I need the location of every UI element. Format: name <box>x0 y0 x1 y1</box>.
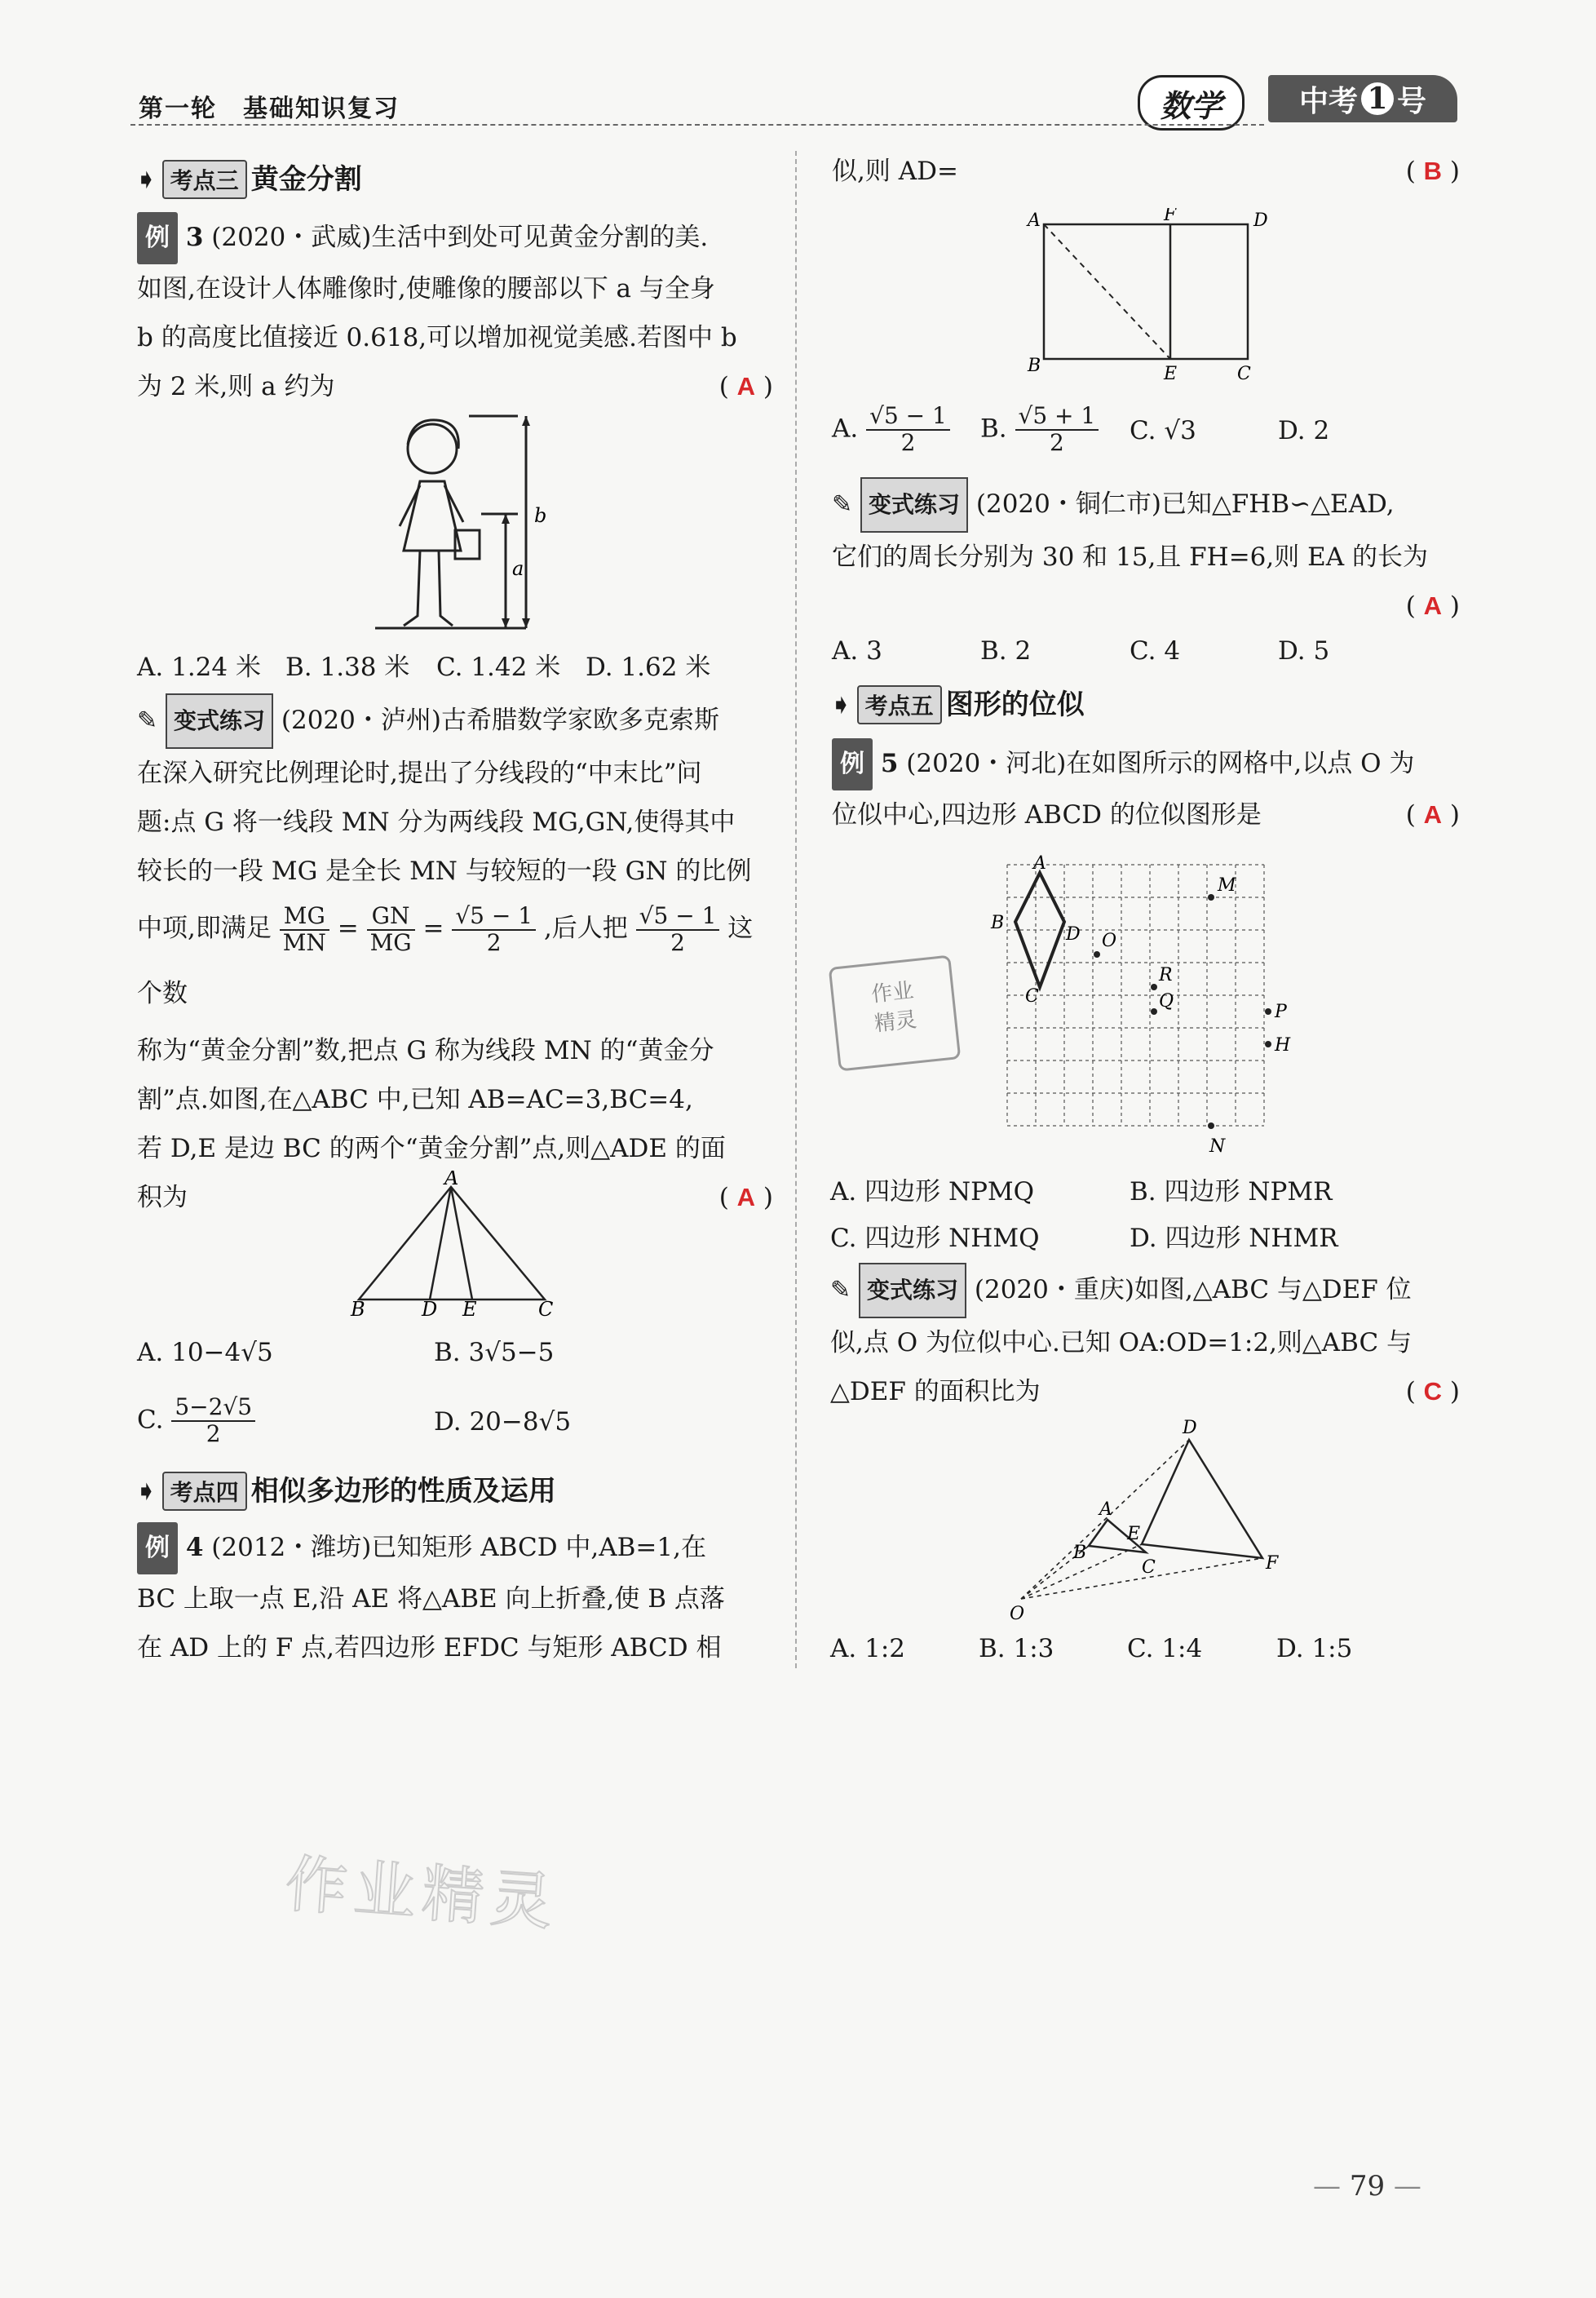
pencil-icon: ✎ <box>137 706 158 735</box>
choice-d: D. 四边形 NHMR <box>1130 1224 1338 1253</box>
section-arrow-icon: ➧ <box>135 163 158 196</box>
practice-2-line-2: 它们的周长分别为 30 和 15,且 FH=6,则 EA 的长为 <box>832 542 1428 572</box>
choice-b: B. $\frac{√5 + 1}{2}$ <box>980 404 1099 456</box>
example-3-line-1: (2020・武威)生活中到处可见黄金分割的美. <box>211 223 709 252</box>
label-C: C <box>1025 986 1039 1007</box>
label-E: E <box>1127 1524 1141 1544</box>
practice-2-line-1: (2020・铜仁市)已知△FHB∽△EAD, <box>975 489 1395 519</box>
section-5-heading <box>829 682 1085 724</box>
answer-text: C <box>1423 1377 1443 1406</box>
label-O: O <box>1010 1604 1025 1623</box>
triangle-figure <box>347 1171 559 1317</box>
formula-prefix: 中项,即满足 <box>137 914 272 943</box>
label-F: F <box>1164 208 1177 225</box>
label-C: C <box>1237 364 1251 384</box>
choice-a: A. 四边形 NPMQ <box>830 1177 1035 1207</box>
choice-d: D. 5 <box>1278 636 1330 666</box>
label-B: B <box>351 1298 365 1317</box>
section-4-title: 相似多边形的性质及运用 <box>250 1476 556 1507</box>
answer-text: B <box>1423 157 1443 185</box>
practice-3-line-3: △DEF 的面积比为 <box>830 1377 1041 1406</box>
practice-1-formula-line <box>137 896 773 1026</box>
brand-number: 1 <box>1361 82 1394 115</box>
label-D: D <box>1253 210 1268 231</box>
statue-figure <box>359 412 563 636</box>
label-A: A <box>1099 1499 1112 1520</box>
example-4-continued <box>832 147 1460 196</box>
choice-c: C. 1:4 <box>1127 1634 1203 1663</box>
choice-a: A. 1.24 米 <box>137 653 261 682</box>
label-B: B <box>991 913 1005 933</box>
example-number: 4 <box>185 1533 204 1562</box>
label-D: D <box>422 1298 438 1317</box>
choice-d: D. 2 <box>1278 416 1330 445</box>
answer-slot: ( A ) <box>1405 591 1460 621</box>
label-M: M <box>1218 875 1236 896</box>
answer-text: A <box>1423 800 1443 829</box>
label-C: C <box>538 1298 554 1317</box>
section-3-title: 黄金分割 <box>250 164 362 195</box>
example-4-line-1: (2012・潍坊)已知矩形 ABCD 中,AB=1,在 <box>211 1533 706 1562</box>
example-3-line-3: b 的高度比值接近 0.618,可以增加视觉美感.若图中 b <box>137 323 737 352</box>
example-3 <box>137 212 773 411</box>
watermark: 作业精灵 <box>282 1847 562 1939</box>
example-badge: 例 <box>137 1522 178 1574</box>
answer-text: A <box>1423 591 1443 620</box>
example-5 <box>832 738 1460 839</box>
choice-c: C. √3 <box>1130 416 1196 445</box>
example-4-line-4: 似,则 AD= <box>832 157 958 186</box>
choice-b: B. 1.38 米 <box>285 653 410 682</box>
practice-1-line-8: 积为 <box>137 1183 188 1212</box>
example-3-line-2: 如图,在设计人体雕像时,使雕像的腰部以下 a 与全身 <box>137 274 715 303</box>
pencil-icon: ✎ <box>832 490 853 519</box>
brand-badge <box>1268 75 1457 122</box>
practice-1-line-6: 割”点.如图,在△ABC 中,已知 AB=AC=3,BC=4, <box>137 1085 693 1114</box>
answer-text: A <box>736 372 756 401</box>
practice-1-line-2: 在深入研究比例理论时,提出了分线段的“中末比”问 <box>137 759 702 788</box>
choice-a: A. $\frac{√5 - 1}{2}$ <box>832 404 950 456</box>
section-3-heading <box>135 157 362 199</box>
example-4-line-2: BC 上取一点 E,沿 AE 将△ABE 向上折叠,使 B 点落 <box>137 1584 725 1614</box>
label-a: a <box>512 557 524 580</box>
choice-a: A. 3 <box>832 636 882 666</box>
label-N: N <box>1209 1136 1226 1157</box>
example-3-line-4: 为 2 米,则 a 约为 <box>137 372 335 401</box>
pencil-icon: ✎ <box>830 1276 851 1304</box>
practice-1-line-7: 若 D,E 是边 BC 的两个“黄金分割”点,则△ADE 的面 <box>137 1134 726 1163</box>
section-5-tag: 考点五 <box>857 685 942 724</box>
label-b: b <box>534 504 547 527</box>
fraction-golden: $\frac{√5 - 1}{2}$ <box>452 904 536 956</box>
answer-slot: ( B ) <box>1405 157 1460 186</box>
choice-b: B. 1:3 <box>979 1634 1054 1663</box>
formula-infix: ,后人把 <box>543 914 628 943</box>
example-4-line-3: 在 AD 上的 F 点,若四边形 EFDC 与矩形 ABCD 相 <box>137 1633 722 1663</box>
brand-prefix: 中考 <box>1298 83 1358 118</box>
label-R: R <box>1159 965 1173 985</box>
practice-1-line-5: 称为“黄金分割”数,把点 G 称为线段 MN 的“黄金分 <box>137 1036 714 1065</box>
answer-slot: ( A ) <box>1405 800 1460 830</box>
label-A: A <box>444 1171 459 1189</box>
practice-3-line-2: 似,点 O 为位似中心.已知 OA:OD=1:2,则△ABC 与 <box>830 1328 1413 1357</box>
practice-tag: 变式练习 <box>860 477 968 533</box>
equals: = <box>422 914 444 943</box>
fraction-golden-2: $\frac{√5 - 1}{2}$ <box>636 904 720 956</box>
practice-tag: 变式练习 <box>166 693 273 749</box>
answer-slot: ( A ) <box>718 1183 773 1212</box>
choice-c: C. 1.42 米 <box>436 653 561 682</box>
header-section-title: 第一轮 基础知识复习 <box>139 95 400 123</box>
label-O: O <box>1102 931 1117 951</box>
choice-a: A. 10−4√5 <box>137 1338 273 1367</box>
choice-d: D. 1:5 <box>1276 1634 1353 1663</box>
section-3-tag: 考点三 <box>162 160 247 199</box>
formula-suffix: 这个数 <box>137 914 754 1008</box>
fraction-gn-mg: $\frac{GN}{MG}$ <box>367 904 415 956</box>
label-D: D <box>1183 1418 1197 1438</box>
page-number: — 79 — <box>1313 2170 1421 2203</box>
choice-d: D. 1.62 米 <box>586 653 711 682</box>
practice-1-line-4: 较长的一段 MG 是全长 MN 与较短的一段 GN 的比例 <box>137 857 752 886</box>
label-P: P <box>1275 1002 1287 1022</box>
example-5-line-1: (2020・河北)在如图所示的网格中,以点 O 为 <box>906 749 1415 778</box>
label-E: E <box>1164 364 1178 384</box>
answer-slot: ( C ) <box>1405 1377 1460 1406</box>
choice-c: C. $\frac{5-2√5}{2}$ <box>137 1395 255 1447</box>
page-number-value: 79 <box>1349 2170 1386 2203</box>
label-D: D <box>1066 924 1081 945</box>
choice-b: B. 3√5−5 <box>434 1338 555 1367</box>
section-4-tag: 考点四 <box>162 1472 247 1511</box>
answer-slot: ( A ) <box>718 372 773 401</box>
section-arrow-icon: ➧ <box>135 1475 158 1508</box>
practice-3 <box>830 1263 1460 1416</box>
example-5-line-2: 位似中心,四边形 ABCD 的位似图形是 <box>832 800 1262 830</box>
label-C: C <box>1142 1557 1156 1578</box>
homothety-figure <box>1003 1415 1297 1623</box>
stamp-logo <box>829 955 962 1072</box>
rectangle-figure <box>1023 208 1276 387</box>
stamp-line-2: 精灵 <box>873 1007 918 1037</box>
answer-text: A <box>736 1183 756 1211</box>
equals: = <box>337 914 359 943</box>
practice-3-line-1: (2020・重庆)如图,△ABC 与△DEF 位 <box>974 1275 1412 1304</box>
example-badge: 例 <box>137 212 178 264</box>
label-B: B <box>1073 1543 1087 1563</box>
brand-suffix: 号 <box>1397 83 1427 118</box>
practice-1-line-1: (2020・泸州)古希腊数学家欧多克索斯 <box>281 706 719 735</box>
practice-1 <box>137 693 773 1222</box>
label-E: E <box>462 1298 477 1317</box>
practice-1-line-3: 题:点 G 将一线段 MN 分为两线段 MG,GN,使得其中 <box>137 808 736 837</box>
section-4-heading <box>135 1468 556 1511</box>
example-number: 3 <box>185 223 204 252</box>
section-arrow-icon: ➧ <box>829 689 853 721</box>
column-divider <box>795 151 797 1668</box>
section-5-title: 图形的位似 <box>945 689 1085 720</box>
fraction-mg-mn: $\frac{MG}{MN}$ <box>280 904 329 956</box>
choice-b: B. 2 <box>980 636 1032 666</box>
header-rule <box>130 124 1264 126</box>
subject-badge: 数学 <box>1138 75 1245 131</box>
label-A: A <box>1033 853 1046 874</box>
practice-2 <box>832 477 1460 627</box>
example-4 <box>137 1522 773 1672</box>
label-A: A <box>1028 210 1041 231</box>
choice-c: C. 4 <box>1130 636 1181 666</box>
grid-figure <box>983 848 1301 1158</box>
example-badge: 例 <box>832 738 873 790</box>
choice-b: B. 四边形 NPMR <box>1130 1177 1333 1207</box>
practice-tag: 变式练习 <box>859 1263 966 1318</box>
label-Q: Q <box>1159 991 1174 1012</box>
example-number: 5 <box>880 749 899 778</box>
label-H: H <box>1275 1035 1291 1056</box>
label-F: F <box>1266 1553 1279 1574</box>
stamp-line-1: 作业 <box>869 978 915 1007</box>
choice-c: C. 四边形 NHMQ <box>830 1224 1040 1253</box>
label-B: B <box>1028 356 1041 376</box>
choice-a: A. 1:2 <box>830 1634 905 1663</box>
choice-d: D. 20−8√5 <box>434 1407 572 1437</box>
